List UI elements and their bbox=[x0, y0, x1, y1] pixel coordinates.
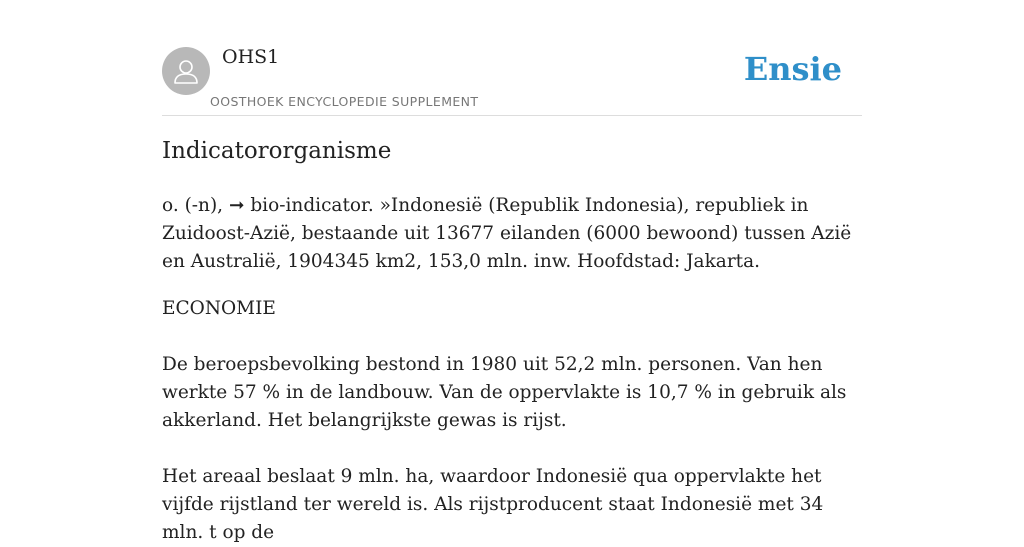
section-heading: ECONOMIE bbox=[162, 298, 276, 319]
intro-text: bio-indicator. »Indonesië (Republik Indonesia), republiek in Zuidoost-Azië, bestaande uit 13677 eilanden (6000 bewoond) tussen Azië en Australië, 1904345 km2, 153,0 mln. inw. Hoofdstad: Jakarta. bbox=[162, 195, 852, 272]
author-name[interactable]: OHS1 bbox=[222, 46, 280, 68]
avatar[interactable] bbox=[162, 47, 210, 95]
body-paragraph-1: De beroepsbevolking bestond in 1980 uit 52,2 mln. personen. Van hen werkte 57 % in de landbouw. Van de oppervlakte is 10,7 % in gebruik als akkerland. Het belangrijkste gewas is rijst. bbox=[162, 354, 847, 431]
article-header bbox=[162, 0, 862, 116]
intro-paragraph bbox=[162, 192, 862, 276]
user-icon bbox=[171, 56, 201, 86]
right-arrow-icon: ➞ bbox=[228, 195, 245, 216]
body-paragraph-2: Het areaal beslaat 9 mln. ha, waardoor Indonesië qua oppervlakte het vijfde rijstland ter wereld is. Als rijstproducent staat Indonesië met 34 mln. t op de bbox=[162, 466, 824, 543]
article-container bbox=[162, 0, 862, 543]
page-title: Indicatororganisme bbox=[162, 138, 392, 164]
intro-prefix: o. (-n), bbox=[162, 195, 229, 216]
article-body bbox=[162, 192, 862, 547]
ensie-logo[interactable]: Ensie bbox=[743, 50, 842, 88]
source-label[interactable]: OOSTHOEK ENCYCLOPEDIE SUPPLEMENT bbox=[210, 94, 479, 109]
